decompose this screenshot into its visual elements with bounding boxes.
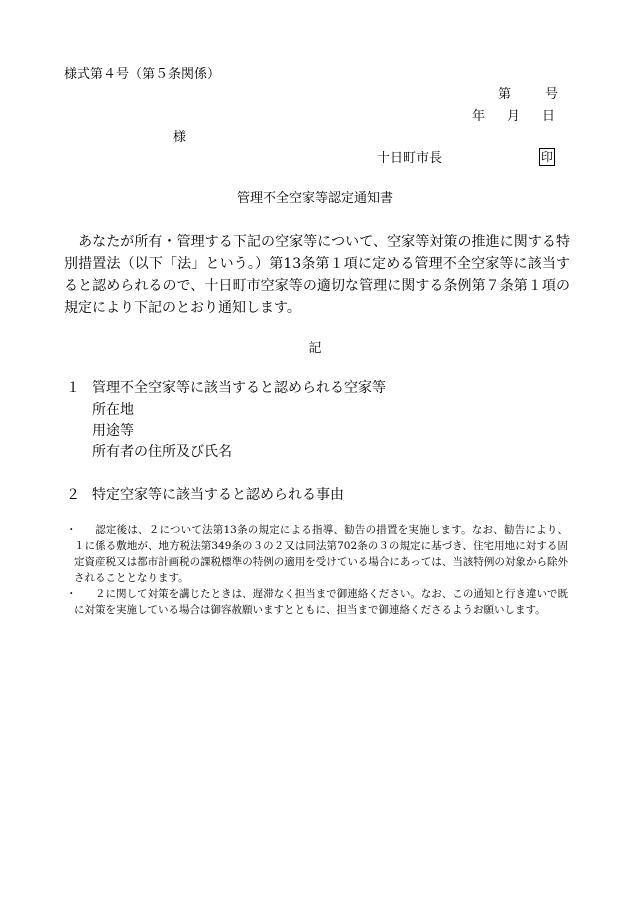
issue-number <box>498 86 558 103</box>
body-text: あなたが所有・管理する下記の空家等について、空家等対策の推進に関する特別措置法（以下「法」という。）第13条第１項に定める管理不全空家等に該当すると認められるので、十日町市空家等の適切な管理に関する条例第７条第１項の規定により下記のとおり通知します。 <box>64 234 570 316</box>
seal-stamp: 印 <box>540 150 553 164</box>
issue-number-prefix: 第 <box>498 87 512 102</box>
note-item <box>66 522 568 586</box>
addressee-honorific: 様 <box>173 130 187 145</box>
note-text: 認定後は、２について法第13条の規定による指導、勧告の措置を実施します。なお、勧告により、１に係る敷地が、地方税法第349条の３の２又は同法第702条の３の規定に基づき、住宅用地に対する固定資産税又は都市計画税の課税標準の特例の適用を受けている場合にあっては、当該特例の対象から除外されることとなります。 <box>74 524 568 584</box>
section-1-title <box>66 379 386 397</box>
note-bullet: ・ <box>66 588 77 600</box>
issue-date <box>472 108 555 125</box>
date-month: 月 <box>507 109 521 124</box>
notes-list <box>66 522 568 618</box>
section-1-item-owner: 所有者の住所及び氏名 <box>92 444 232 460</box>
form-number: 様式第４号（第５条関係） <box>64 67 221 82</box>
section-1-item-location: 所在地 <box>92 402 134 418</box>
document-title: 管理不全空家等認定通知書 <box>236 191 393 206</box>
issuer-name: 十日町市長 <box>377 151 443 166</box>
note-bullet: ・ <box>66 524 77 536</box>
date-day: 日 <box>542 109 556 124</box>
section-2-number: ２ <box>66 487 80 503</box>
note-item <box>66 586 568 618</box>
memo-heading: 記 <box>308 341 322 356</box>
section-1-number: １ <box>66 380 80 396</box>
section-2-label: 特定空家等に該当すると認められる事由 <box>92 487 344 503</box>
section-2-title <box>66 486 344 504</box>
section-1-item-usage: 用途等 <box>92 423 134 439</box>
body-paragraph <box>64 231 570 319</box>
issue-number-suffix: 号 <box>545 87 559 102</box>
date-year: 年 <box>472 109 486 124</box>
section-1-label: 管理不全空家等に該当すると認められる空家等 <box>92 380 386 396</box>
note-text: ２に関して対策を講じたときは、遅滞なく担当まで御連絡ください。なお、この通知と行き違いで既に対策を実施している場合は御容赦願いますとともに、担当まで御連絡くださるようお願いします。 <box>74 588 568 616</box>
